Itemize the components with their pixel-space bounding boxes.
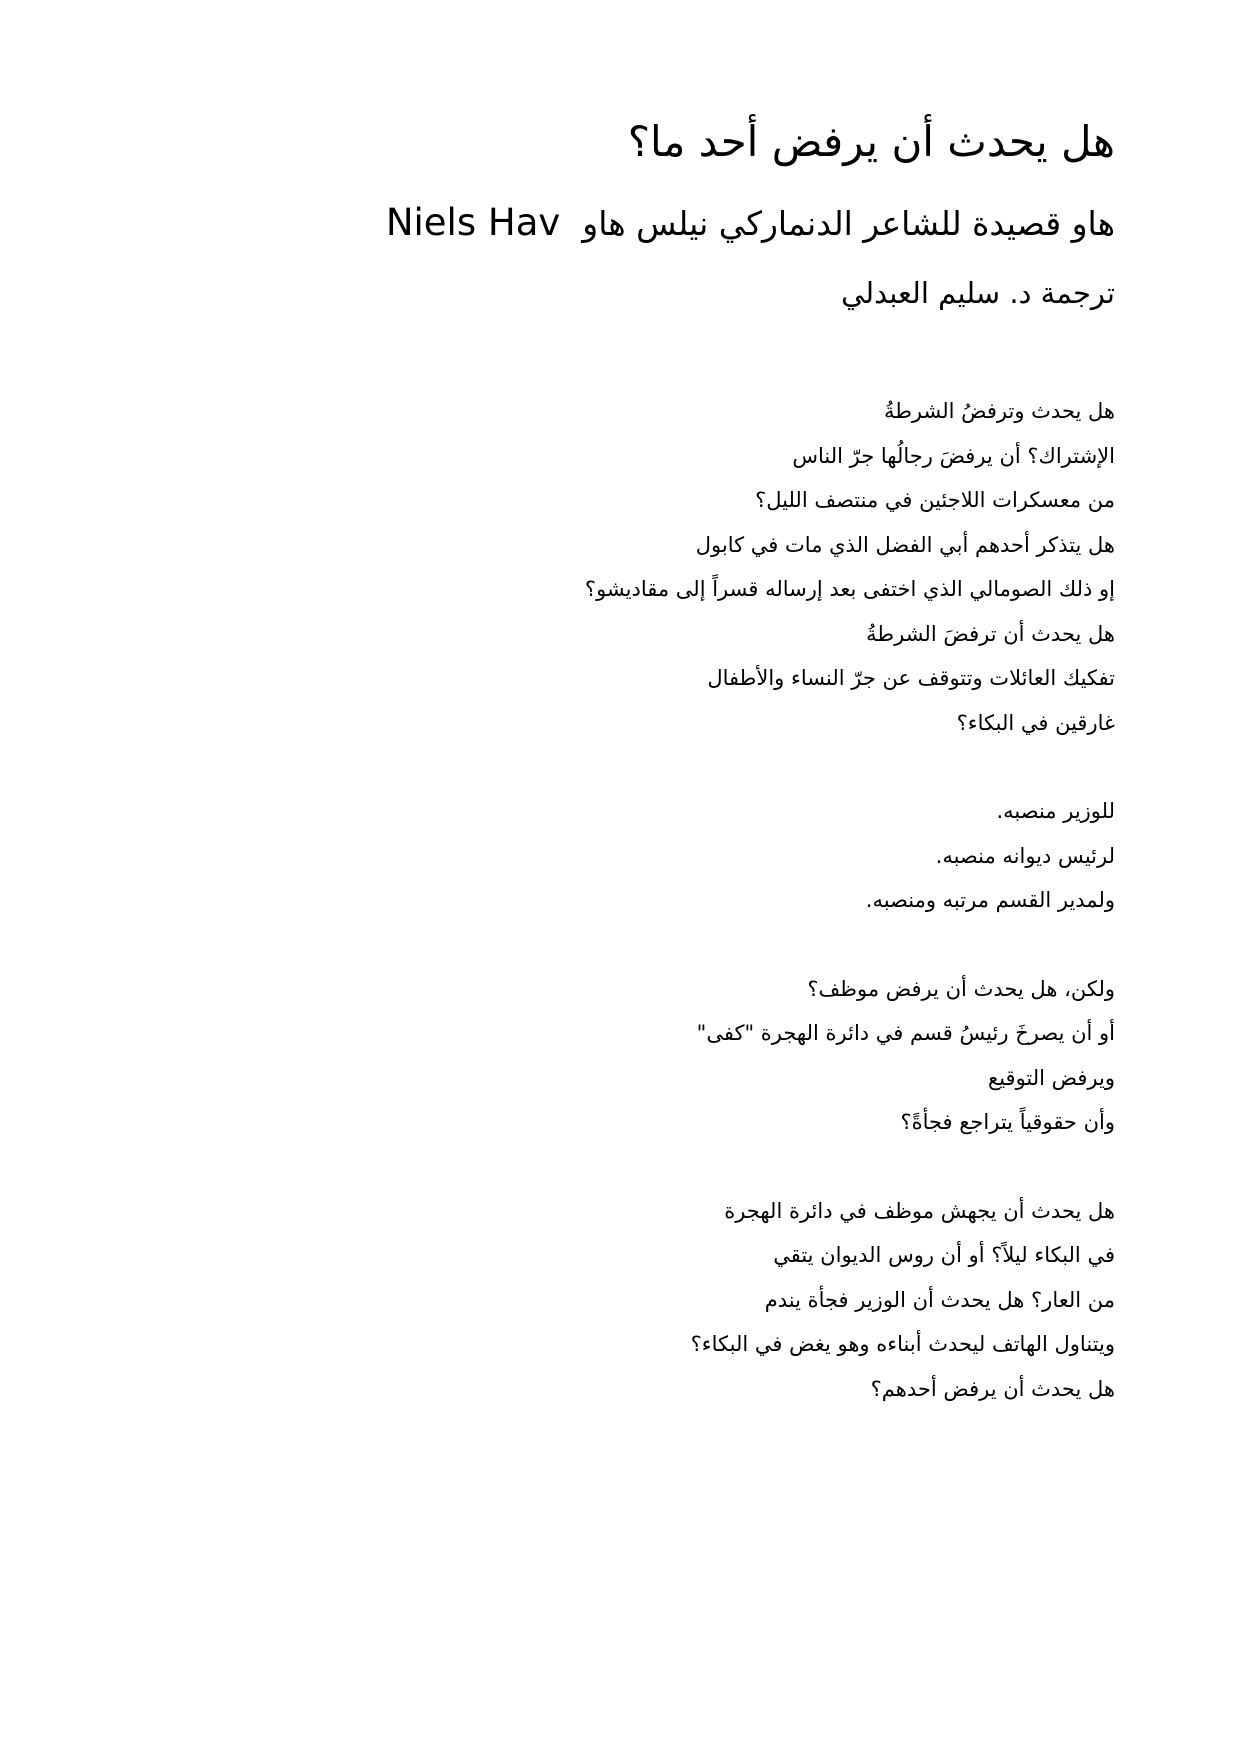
poem-subtitle bbox=[215, 198, 1115, 249]
poem-line: هل يحدث أن يجهش موظف في دائرة الهجرة bbox=[724, 1198, 1115, 1223]
poem-line: في البكاء ليلاً؟ أو أن روس الديوان يتقي bbox=[773, 1243, 1115, 1267]
poem-line: إو ذلك الصومالي الذي اختفى بعد إرساله قسراً إلى مقاديشو؟ bbox=[584, 577, 1115, 601]
poem-line: هل يحدث أن يرفض أحدهم؟ bbox=[870, 1376, 1115, 1401]
subtitle-arabic: هاو قصيدة للشاعر الدنماركي نيلس هاو bbox=[582, 204, 1115, 243]
poem-line: هل يتذكر أحدهم أبي الفضل الذي مات في كابول bbox=[695, 532, 1115, 557]
poem-line: وأن حقوقياً يتراجع فجأةً؟ bbox=[900, 1110, 1115, 1134]
stanza-2 bbox=[215, 789, 1115, 923]
poem-line: ويرفض التوقيع bbox=[988, 1065, 1115, 1090]
poem-line: هل يحدث وترفضُ الشرطةُ bbox=[883, 399, 1115, 423]
poem-title: هل يحدث أن يرفض أحد ما؟ bbox=[627, 117, 1115, 166]
poem-line: ولكن، هل يحدث أن يرفض موظف؟ bbox=[807, 976, 1115, 1001]
stanza-3 bbox=[215, 967, 1115, 1145]
stanza-1 bbox=[215, 389, 1115, 745]
stanza-4 bbox=[215, 1189, 1115, 1412]
translator-credit: ترجمة د. سليم العبدلي bbox=[841, 276, 1115, 310]
poet-name-latin: Niels Hav bbox=[385, 201, 561, 244]
document-content bbox=[215, 112, 1115, 1455]
poem-line: الإشتراك؟ أن يرفضَ رجالُها جرّ الناس bbox=[792, 443, 1115, 468]
poem-line: من العار؟ هل يحدث أن الوزير فجأة يندم bbox=[764, 1287, 1115, 1312]
poem-line: أو أن يصرخَ رئيسُ قسم في دائرة الهجرة "كفى" bbox=[696, 1021, 1115, 1045]
poem-line: تفكيك العائلات وتتوقف عن جرّ النساء والأطفال bbox=[707, 666, 1115, 690]
poem-line: لرئيس ديوانه منصبه. bbox=[935, 843, 1115, 868]
poem-line: هل يحدث أن ترفضَ الشرطةُ bbox=[866, 621, 1115, 646]
poem-line: للوزير منصبه. bbox=[996, 799, 1115, 823]
poem-line: ويتناول الهاتف ليحدث أبناءه وهو يغض في البكاء؟ bbox=[690, 1332, 1115, 1356]
poem-line: ولمدير القسم مرتبه ومنصبه. bbox=[865, 888, 1115, 912]
poem-line: غارقين في البكاء؟ bbox=[956, 710, 1115, 735]
poem-body bbox=[215, 389, 1115, 1411]
poem-line: من معسكرات اللاجئين في منتصف الليل؟ bbox=[755, 488, 1115, 512]
